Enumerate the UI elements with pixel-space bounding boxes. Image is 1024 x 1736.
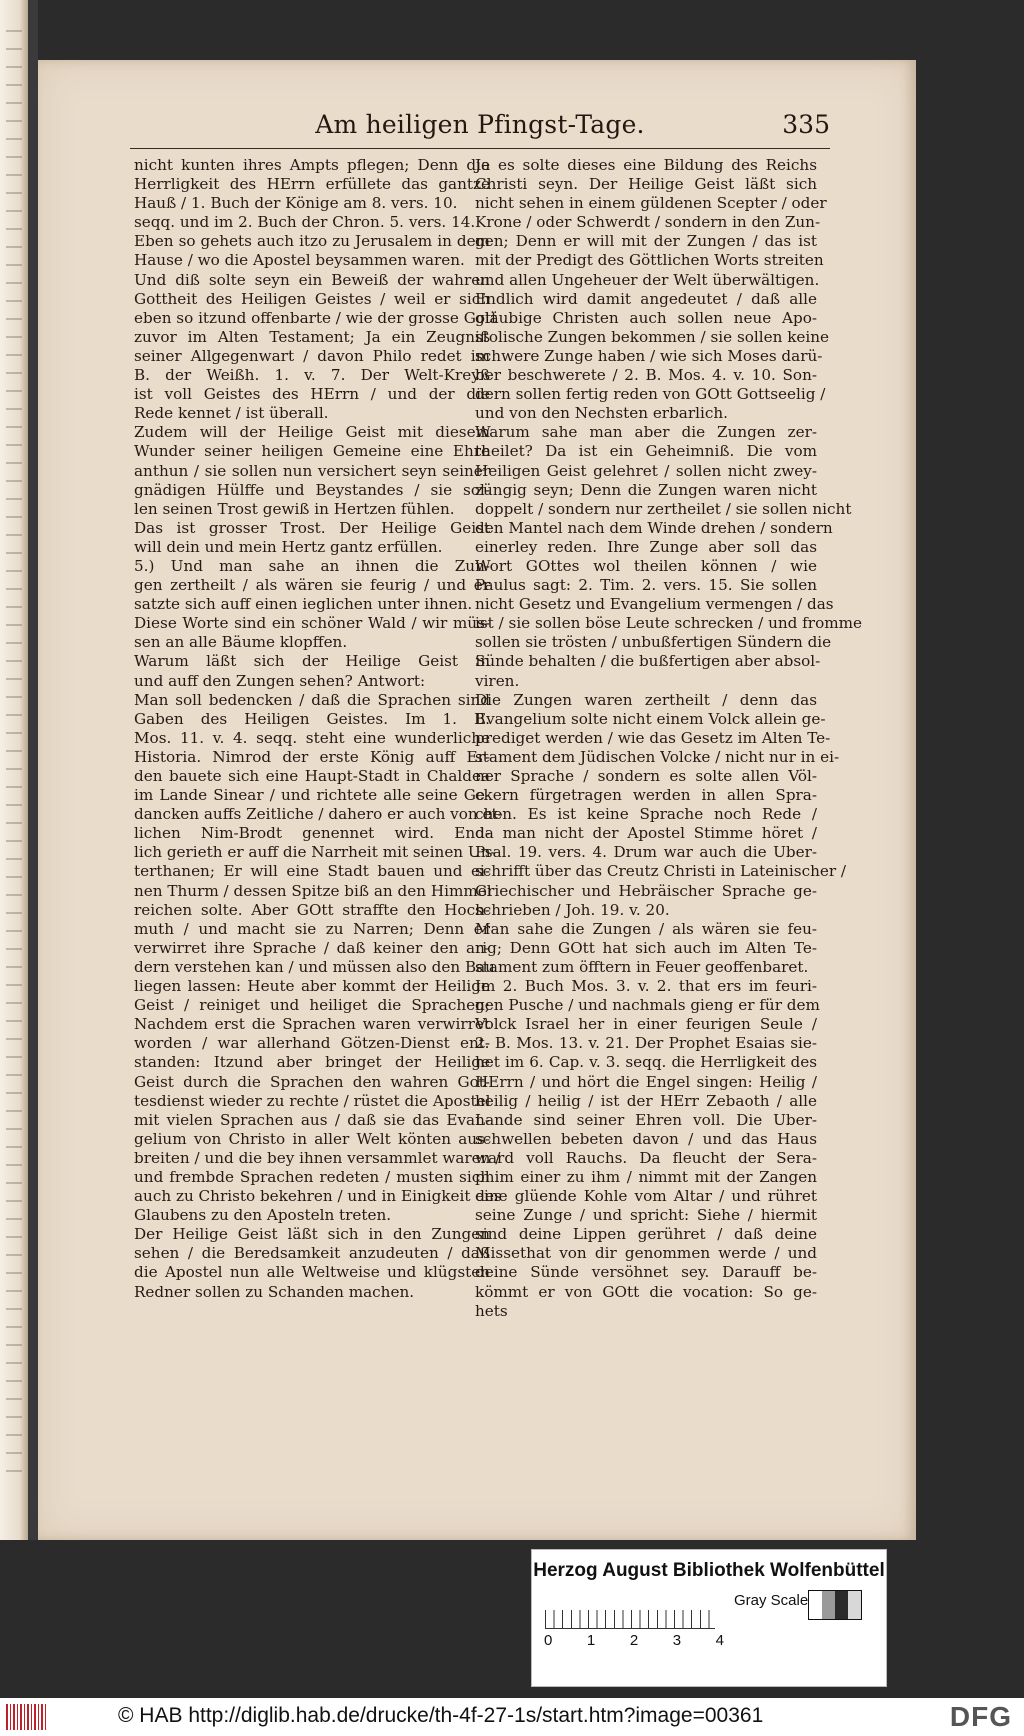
text-line: Wort GOttes wol theilen können / wie	[475, 556, 817, 575]
text-line: phim einer zu ihm / nimmt mit der Zangen	[475, 1167, 817, 1186]
ruler-number: 4	[715, 1632, 724, 1649]
text-line: mit vielen Sprachen aus / daß sie das Evan-	[134, 1110, 490, 1129]
text-line: Ja es solte dieses eine Bildung des Reichs	[475, 156, 817, 174]
text-line: Evangelium solte nicht einem Volck allein ge-	[475, 709, 826, 728]
text-line: Krone / oder Schwerdt / sondern in den Zun-	[475, 213, 821, 232]
hab-barcode-icon	[6, 1704, 46, 1730]
text-line: chen. Es ist keine Sprache noch Rede /	[475, 805, 817, 824]
text-line: Rede kennet / ist überall.	[134, 404, 329, 423]
source-link[interactable]: © HAB http://diglib.hab.de/drucke/th-4f-27-1s/start.htm?image=00361	[118, 1704, 764, 1727]
text-line: nicht sehen in einem güldenen Scepter / oder	[475, 194, 827, 213]
ruler-scale	[545, 1590, 715, 1629]
text-line: kömmt er von GOtt die vocation: So ge-	[475, 1282, 817, 1301]
text-line: einerley reden. Ihre Zunge aber soll das	[475, 537, 817, 556]
text-line: ist / sie sollen böse Leute schrecken / und fromme	[475, 614, 862, 633]
text-line: Mos. 11. v. 4. seqq. steht eine wunderliche	[134, 728, 490, 747]
text-line: 5.) Und man sahe an ihnen die Zun-	[134, 556, 490, 575]
text-line: will dein und mein Hertz gantz erfüllen.	[134, 537, 443, 556]
text-line: Hauß / 1. Buch der Könige am 8. vers. 10.	[134, 194, 458, 213]
text-line: eine glüende Kohle vom Altar / und rühret	[475, 1187, 817, 1206]
text-line: Endlich wird damit angedeutet / daß alle	[475, 289, 817, 308]
text-line: rig; Denn GOtt hat sich auch im Alten Te-	[475, 938, 817, 957]
text-line: heilig / heilig / ist der HErr Zebaoth / alle	[475, 1091, 817, 1110]
book-gutter	[28, 0, 38, 1540]
text-line: Lande sind seiner Ehren voll. Die Uber-	[475, 1110, 817, 1129]
text-line: ist voll Geistes des HErrn / und der die	[134, 385, 490, 404]
text-line: Eben so gehets auch itzo zu Jerusalem in dem	[134, 232, 490, 251]
text-line: nen Thurm / dessen Spitze biß an den Himmel	[134, 881, 492, 900]
text-line: nicht kunten ihres Ampts pflegen; Denn die	[134, 156, 490, 174]
text-line: Und diß solte seyn ein Beweiß der wahren	[134, 270, 490, 289]
text-line: prediget werden / wie das Gesetz im Alten Te-	[475, 728, 831, 747]
text-line: Psal. 19. vers. 4. Drum war auch die Uber-	[475, 843, 817, 862]
text-line: Heiligen Geist gelehret / sollen nicht zwey-	[475, 461, 817, 480]
text-line: Christi seyn. Der Heilige Geist läßt sich	[475, 175, 817, 194]
text-line: liegen lassen: Heute aber kommt der Heilige	[134, 977, 490, 996]
running-head-title: Am heiligen Pfingst-Tage.	[315, 110, 645, 139]
page-number: 335	[782, 110, 830, 139]
text-line: doppelt / sondern nur zertheilet / sie sollen nicht	[475, 499, 852, 518]
text-line: Warum sahe man aber die Zungen zer-	[475, 423, 817, 442]
text-line: len seinen Trost gewiß in Hertzen fühlen.	[134, 499, 455, 518]
text-line: viren.	[475, 671, 520, 690]
text-line: Historia. Nimrod der erste König auff Er-	[134, 747, 490, 766]
footer-bar	[0, 1698, 1024, 1736]
text-line: Griechischer und Hebräischer Sprache ge-	[475, 881, 817, 900]
text-line: Herrligkeit des HErrn erfüllete das gantze	[134, 175, 490, 194]
right-text-column	[475, 156, 862, 1321]
text-line: im Lande Sinear / und richtete alle seine Ge-	[134, 786, 490, 805]
text-line: Volck Israel her in einer feurigen Seule /	[475, 1015, 817, 1034]
text-line: lich gerieth er auff die Narrheit mit seinen Un-	[134, 843, 496, 862]
text-line: theilet? Da ist ein Geheimniß. Die vom	[475, 442, 817, 461]
text-line: standen: Itzund aber bringet der Heilige	[134, 1053, 490, 1072]
ruler-numbers	[544, 1632, 724, 1649]
ruler-number: 0	[544, 1632, 553, 1649]
text-line: seiner Allgegenwart / davon Philo redet im	[134, 346, 490, 365]
text-line: dancken auffs Zeitliche / dahero er auch von et-	[134, 805, 503, 824]
text-line: Missethat von dir genommen werde / und	[475, 1244, 817, 1263]
text-line: und frembde Sprachen redeten / musten sich	[134, 1167, 490, 1186]
ruler-number: 2	[629, 1632, 639, 1649]
text-line: hets	[475, 1301, 508, 1320]
text-line: Wunder seiner heiligen Gemeine eine Ehre	[134, 442, 490, 461]
text-line: schrifft über das Creutz Christi in Lateinischer /	[475, 862, 847, 881]
text-line: stament zum öfftern in Feuer geoffenbaret.	[475, 957, 809, 976]
text-line: sollen sie trösten / unbußfertigen Sündern die	[475, 633, 832, 652]
text-line: eben so itzund offenbarte / wie der grosse Gott	[134, 308, 498, 327]
text-line: lichen Nim-Brodt genennet wird. End-	[134, 824, 490, 843]
text-line: B. der Weißh. 1. v. 7. Der Welt-Kreyß	[134, 366, 490, 385]
gray-scale-label: Gray Scale	[734, 1592, 809, 1609]
text-line: und auff den Zungen sehen? Antwort:	[134, 671, 426, 690]
text-line: HErrn / und hört die Engel singen: Heilig /	[475, 1072, 817, 1091]
text-line: Diese Worte sind ein schöner Wald / wir müs-	[134, 614, 490, 633]
text-line: Geist durch die Sprachen den wahren Got-	[134, 1072, 490, 1091]
text-line: Nachdem erst die Sprachen waren verwirret	[134, 1015, 490, 1034]
text-line: breiten / und die bey ihnen versammlet waren /	[134, 1148, 501, 1167]
text-line: züngig seyn; Denn die Zungen waren nicht	[475, 480, 817, 499]
text-line: Glaubens zu den Aposteln treten.	[134, 1206, 392, 1225]
text-line: Zudem will der Heilige Geist mit diesem	[134, 423, 490, 442]
text-line: muth / und macht sie zu Narren; Denn er	[134, 919, 490, 938]
text-line: seqq. und im 2. Buch der Chron. 5. vers. 14.	[134, 213, 476, 232]
book-page	[38, 60, 916, 1540]
text-line: Man soll bedencken / daß die Sprachen sind	[134, 690, 490, 709]
library-color-card	[531, 1549, 887, 1687]
text-line: satzte sich auff einen ieglichen unter ihnen.	[134, 595, 473, 614]
text-line: die Apostel nun alle Weltweise und klügsten	[134, 1263, 490, 1282]
text-line: dern sollen fertig reden von GOtt Gottseelig /	[475, 385, 826, 404]
text-line: deine Sünde versöhnet sey. Darauff be-	[475, 1263, 817, 1282]
text-line: zuvor im Alten Testament; Ja ein Zeugniß	[134, 327, 490, 346]
text-line: schwere Zunge haben / wie sich Moses darü-	[475, 346, 823, 365]
text-line: Im 2. Buch Mos. 3. v. 2. that ers im feuri-	[475, 977, 817, 996]
text-line: verwirret ihre Sprache / daß keiner den an-	[134, 938, 490, 957]
library-name: Herzog August Bibliothek Wolfenbüttel	[533, 1560, 885, 1581]
text-line: mit der Predigt des Göttlichen Worts streiten	[475, 251, 824, 270]
ruler-number: 1	[586, 1632, 596, 1649]
text-line: Der Heilige Geist läßt sich in den Zungen	[134, 1225, 490, 1244]
gray-swatch	[822, 1591, 835, 1619]
text-line: Hause / wo die Apostel beysammen waren.	[134, 251, 465, 270]
text-line: da man nicht der Apostel Stimme höret /	[475, 824, 817, 843]
text-line: Paulus sagt: 2. Tim. 2. vers. 15. Sie sollen	[475, 576, 817, 595]
text-line: anthun / sie sollen nun versichert seyn seiner	[134, 461, 490, 480]
text-line: auch zu Christo bekehren / und in Einigkeit des	[134, 1187, 502, 1206]
text-line: ner Sprache / sondern es solte allen Völ-	[475, 767, 817, 785]
text-line: stament dem Jüdischen Volcke / nicht nur in ei-	[475, 747, 840, 766]
text-line: gnädigen Hülffe und Beystandes / sie sol-	[134, 480, 490, 499]
text-line: gen Pusche / und nachmals gieng er für dem	[475, 996, 820, 1015]
previous-page-edge	[0, 0, 28, 1540]
text-line: Sünde behalten / die bußfertigen aber absol-	[475, 652, 821, 671]
gray-swatch	[809, 1591, 822, 1619]
text-line: ward voll Rauchs. Da fleucht der Sera-	[475, 1148, 817, 1167]
text-line: und von den Nechsten erbarlich.	[475, 404, 728, 423]
text-line: sen an alle Bäume klopffen.	[134, 633, 348, 652]
gray-swatch	[835, 1591, 848, 1619]
text-line: terthanen; Er will eine Stadt bauen und ei-	[134, 862, 490, 881]
text-line: Redner sollen zu Schanden machen.	[134, 1282, 415, 1301]
text-line: sind deine Lippen gerühret / daß deine	[475, 1225, 817, 1244]
text-line: Das ist grosser Trost. Der Heilige Geist	[134, 518, 490, 537]
text-line: den bauete sich eine Haupt-Stadt in Chaldea	[134, 767, 490, 785]
text-line: het im 6. Cap. v. 3. seqq. die Herrligkeit des	[475, 1053, 817, 1072]
text-line: seine Zunge / und spricht: Siehe / hiermit	[475, 1206, 817, 1225]
text-line: 2. B. Mos. 13. v. 21. Der Prophet Esaias sie-	[475, 1034, 817, 1053]
text-line: sehen / die Beredsamkeit anzudeuten / daß	[134, 1244, 490, 1263]
text-line: nicht Gesetz und Evangelium vermengen / das	[475, 595, 834, 614]
text-line: ckern fürgetragen werden in allen Spra-	[475, 786, 817, 805]
text-line: und allen Ungeheuer der Welt überwältigen.	[475, 270, 820, 289]
text-line: den Mantel nach dem Winde drehen / sondern	[475, 518, 833, 537]
text-line: schrieben / Joh. 19. v. 20.	[475, 900, 670, 919]
text-line: worden / war allerhand Götzen-Dienst ent-	[134, 1034, 490, 1053]
text-line: gläubige Christen auch sollen neue Apo-	[475, 308, 817, 327]
ruler-number: 3	[672, 1632, 682, 1649]
text-line: Gaben des Heiligen Geistes. Im 1. B.	[134, 709, 490, 728]
text-line: Geist / reiniget und heiliget die Sprachen;	[134, 996, 490, 1015]
text-line: gelium von Christo in aller Welt könten aus-	[134, 1129, 490, 1148]
text-line: Warum läßt sich der Heilige Geist in	[134, 652, 490, 671]
text-line: dern verstehen kan / und müssen also den Bau	[134, 957, 495, 976]
text-line: stolische Zungen bekommen / sie sollen keine	[475, 327, 830, 346]
text-line: schwellen bebeten davon / und das Haus	[475, 1129, 817, 1148]
text-line: ber beschwerete / 2. B. Mos. 4. v. 10. Son-	[475, 366, 817, 385]
gray-scale-swatches	[808, 1590, 862, 1620]
text-line: tesdienst wieder zu rechte / rüstet die Apostel	[134, 1091, 491, 1110]
running-head	[130, 108, 830, 149]
text-line: Die Zungen waren zertheilt / denn das	[475, 690, 817, 709]
text-line: Man sahe die Zungen / als wären sie feu-	[475, 919, 817, 938]
text-line: reichen solte. Aber GOtt straffte den Hoch-	[134, 900, 490, 919]
text-line: Gottheit des Heiligen Geistes / weil er sich	[134, 289, 490, 308]
text-line: gen zertheilt / als wären sie feurig / und er	[134, 576, 490, 595]
dfg-logo: DFG	[949, 1701, 1012, 1732]
gray-swatch	[848, 1591, 861, 1619]
text-line: gen; Denn er will mit der Zungen / das ist	[475, 232, 817, 251]
